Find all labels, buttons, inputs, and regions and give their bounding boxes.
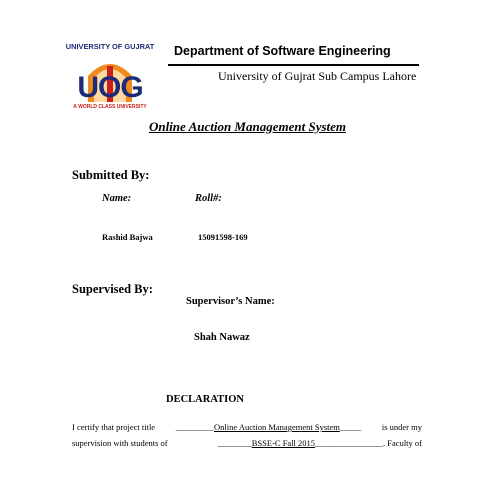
declaration-heading: DECLARATION (166, 394, 244, 405)
supervisor-name: Shah Nawaz (194, 332, 250, 343)
decl-line2-blank-post: ________________ (315, 438, 384, 448)
declaration-line-1 (72, 422, 422, 432)
name-label: Name: (102, 193, 132, 204)
submitted-by-heading: Submitted By: (72, 168, 150, 182)
decl-line2-blank-pre: ________ (217, 438, 252, 448)
decl-line1-title: Online Auction Management System (214, 422, 340, 432)
header-divider (168, 64, 419, 66)
roll-label: Roll#: (195, 193, 222, 204)
supervised-by-heading: Supervised By: (72, 282, 153, 296)
logo-letters: UOG (77, 71, 143, 104)
project-title: Online Auction Management System (148, 119, 347, 134)
student-name: Rashid Bajwa (102, 232, 153, 242)
decl-line1-fill (176, 422, 361, 432)
department-name: Department of Software Engineering (174, 44, 391, 58)
supervisor-label: Supervisor’s Name: (186, 296, 275, 307)
decl-line1-prefix: I certify that project title (72, 422, 156, 432)
decl-line1-suffix: is under my (381, 422, 422, 432)
university-logo (58, 42, 162, 110)
decl-line2-batch: BSSE-C Fall 2015 (251, 438, 316, 448)
roll-number: 15091598-169 (198, 232, 248, 242)
decl-line1-blank-pre: _________ (175, 422, 215, 432)
decl-line2-fill (218, 438, 422, 448)
decl-line2-suffix: . Faculty of (383, 438, 422, 448)
declaration-line-2 (72, 438, 422, 448)
logo-top-text: UNIVERSITY OF GUJRAT (65, 42, 155, 51)
decl-line2-prefix: supervision with students of (72, 438, 168, 448)
campus-name: University of Gujrat Sub Campus Lahore (218, 69, 417, 83)
decl-line1-blank-post: _____ (339, 422, 362, 432)
logo-bottom-text: A WORLD CLASS UNIVERSITY (73, 104, 147, 110)
